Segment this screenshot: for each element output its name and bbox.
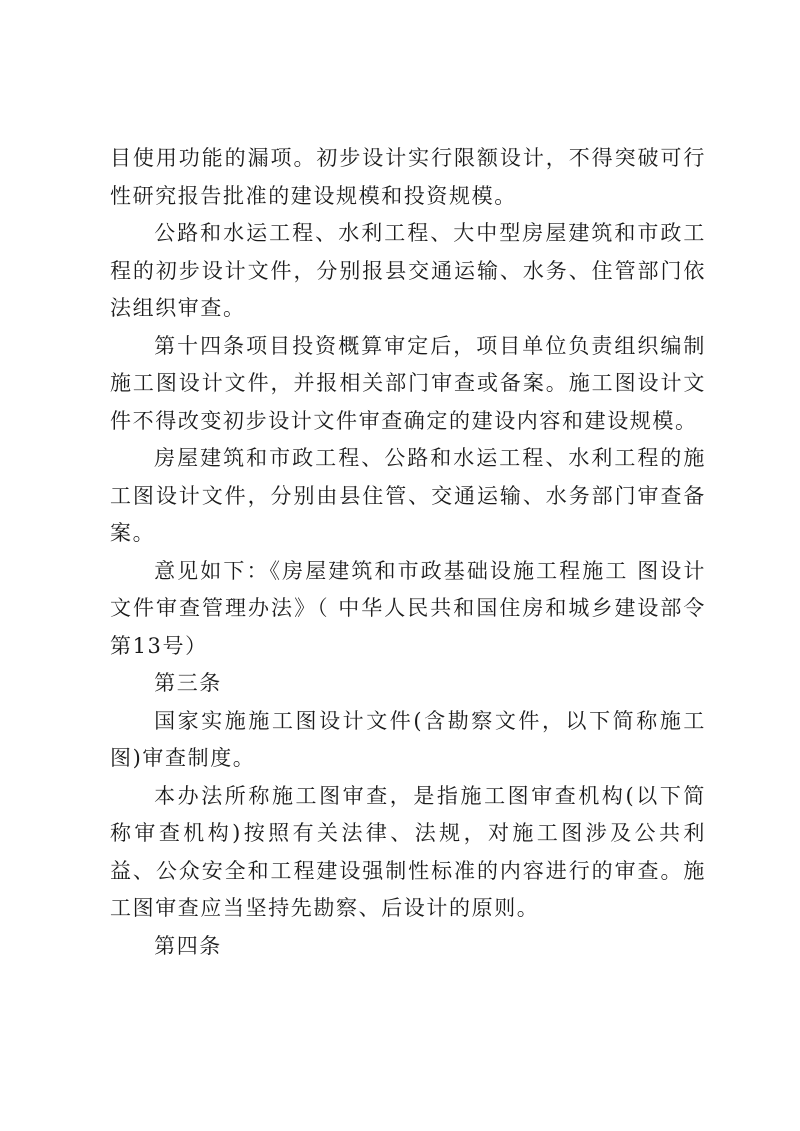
document-body — [110, 140, 706, 965]
paragraph-construction-drawing-filing: 房屋建筑和市政工程、公路和水运工程、水利工程的施工图设计文件，分别由县住管、交通运输、水务部门审查备案。 — [110, 446, 706, 545]
article-3-heading: 第三条 — [154, 671, 222, 695]
article-4-heading: 第四条 — [154, 933, 222, 958]
paragraph-article-14: 第十四条项目投资概算审定后，项目单位负责组织编制施工图设计文件，并报相关部门审查或备案。施工图设计文件不得改变初步设计文件审查确定的建设内容和建设规模。 — [110, 333, 706, 433]
paragraph-road-water-review: 公路和水运工程、水利工程、大中型房屋建筑和市政工程的初步设计文件，分别报县交通运输、水务、住管部门依法组织审查。 — [110, 221, 706, 320]
paragraph-review-definition: 本办法所称施工图审查，是指施工图审查机构(以下简称审查机构)按照有关法律、法规，对施工图涉及公共利益、公众安全和工程建设强制性标准的内容进行的审查。施工图审查应当坚持先勘察、后设计的原则。 — [110, 783, 706, 920]
paragraph-continuation: 目使用功能的漏项。初步设计实行限额设计，不得突破可行性研究报告批准的建设规模和投资规模。 — [110, 146, 706, 208]
paragraph-opinion-reference: 意见如下：《房屋建筑和市政基础设施工程施工 图设计 文件审查管理办法》（ 中华人民共和国住房和城乡建设部令第13号） — [110, 558, 706, 658]
paragraph-review-system: 国家实施施工图设计文件(含勘察文件，以下简称施工图)审查制度。 — [110, 708, 706, 770]
